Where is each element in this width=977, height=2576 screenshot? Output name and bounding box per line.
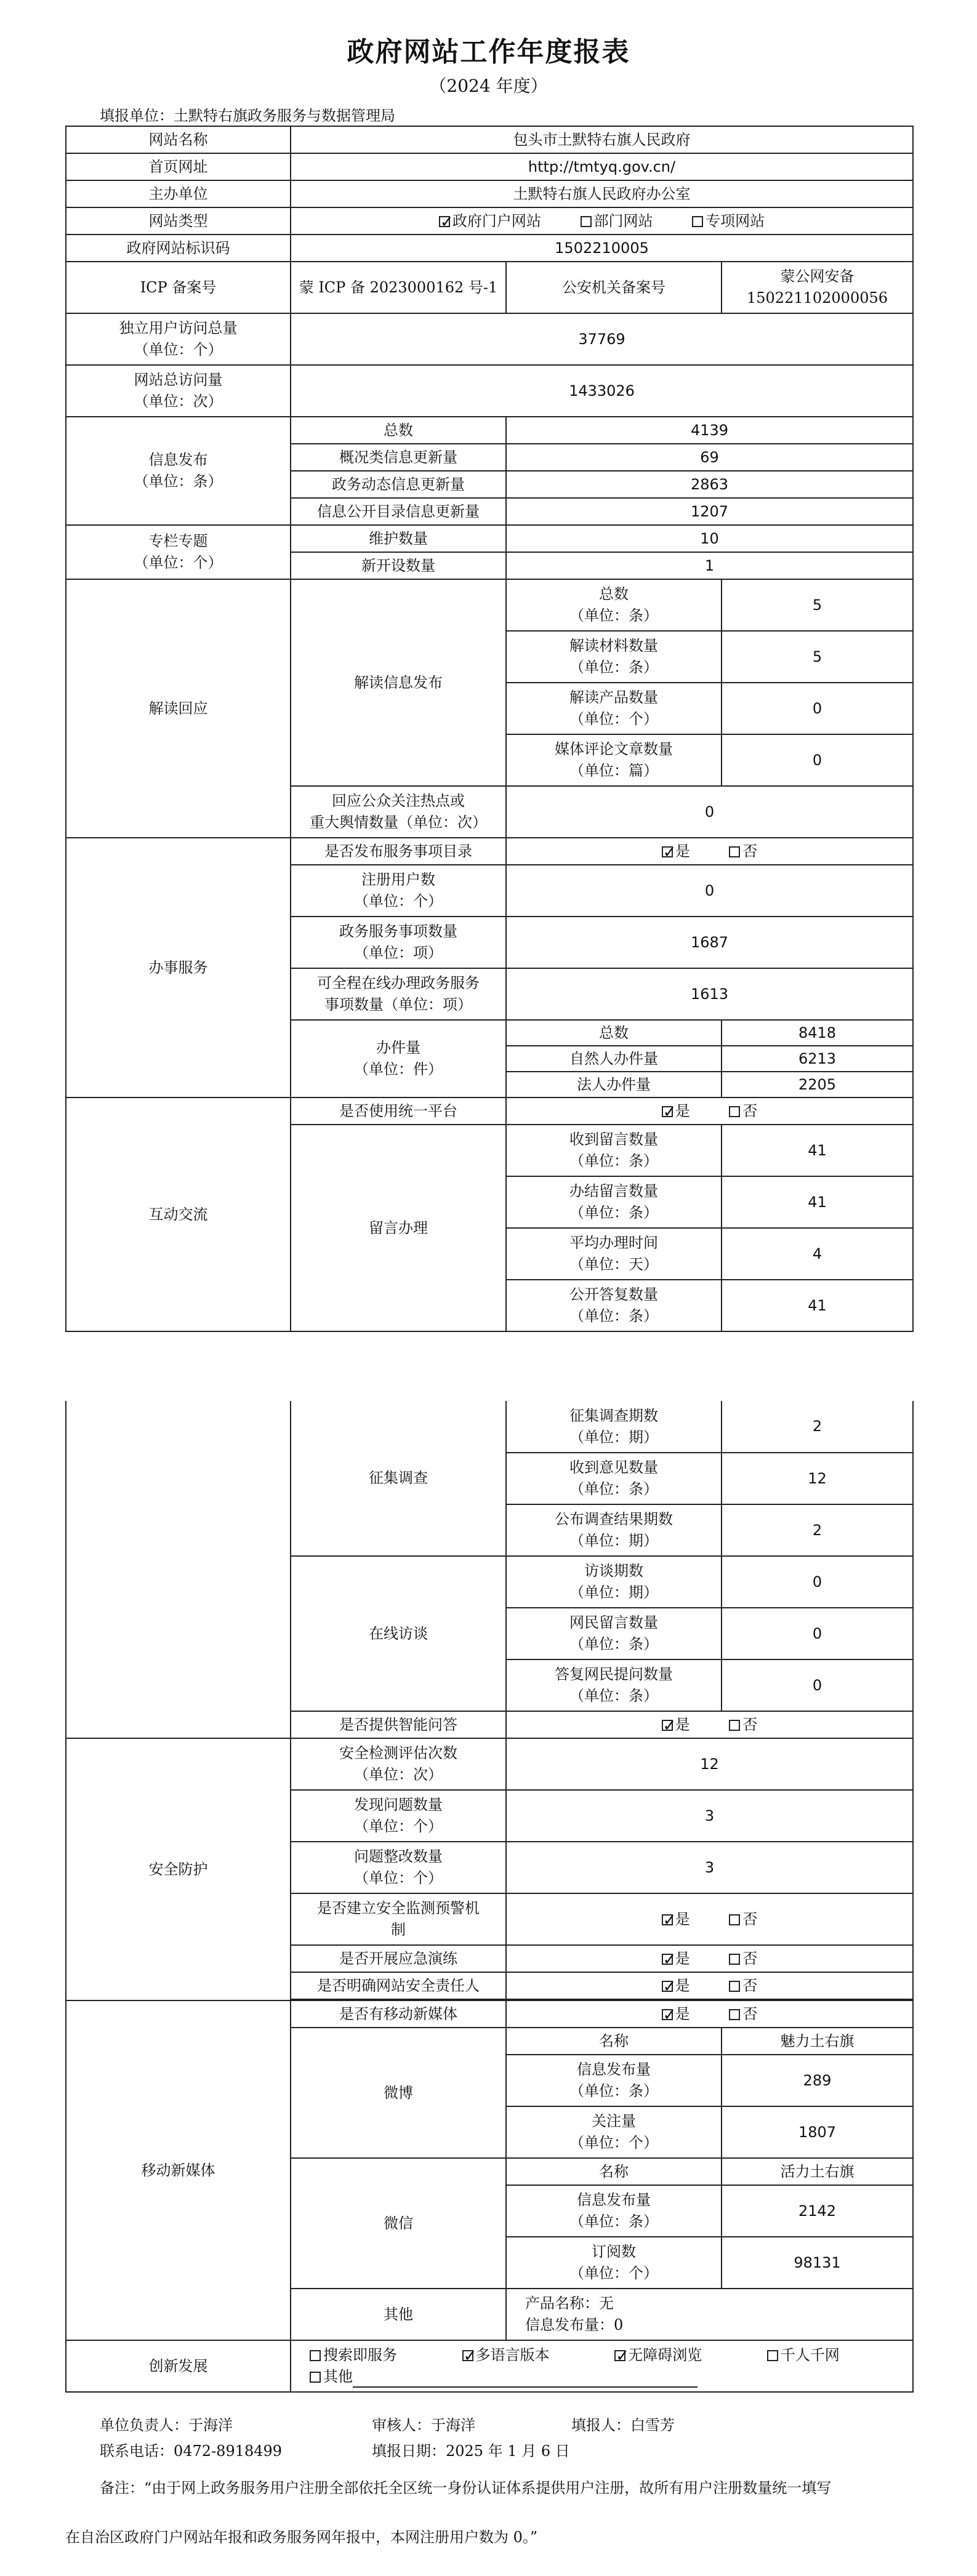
handle-item-label: 自然人办件量 [506, 1046, 722, 1072]
filler-unit: 填报单位：土默特右旗政务服务与数据管理局 [100, 107, 395, 124]
footer-note-line2: 在自治区政府门户网站年报和政务服务网年报中，本网注册用户数为 0。” [65, 2529, 538, 2546]
info-row [66, 417, 913, 444]
security-found-value: 3 [506, 1790, 913, 1842]
checkbox-department[interactable] [581, 216, 592, 227]
survey-item-label: 征集调查期数 （单位：期） [506, 1401, 722, 1453]
icp-value: 蒙 ICP 备 2023000162 号-1 [291, 262, 506, 313]
sponsor-label: 主办单位 [66, 180, 291, 207]
handle-item-value: 6213 [722, 1046, 913, 1072]
survey-label: 征集调查 [291, 1401, 506, 1556]
site-type-options [291, 207, 913, 235]
column-label: 专栏专题 （单位：个） [66, 525, 291, 579]
checkbox-accessibility[interactable] [614, 2350, 625, 2361]
survey-item-value: 12 [722, 1453, 913, 1504]
site-code-label: 政府网站标识码 [66, 235, 291, 262]
mobile-label: 移动新媒体 [66, 2000, 291, 2340]
wechat-name-label: 名称 [506, 2158, 722, 2185]
survey-item-label: 收到意见数量 （单位：条） [506, 1453, 722, 1504]
survey-item-value: 2 [722, 1504, 913, 1556]
interpret-item-label: 媒体评论文章数量 （单位：篇） [506, 734, 722, 786]
row-homepage [66, 153, 913, 180]
site-name-label: 网站名称 [66, 126, 291, 153]
msg-item-label: 收到留言数量 （单位：条） [506, 1125, 722, 1176]
footer-reviewer: 审核人：于海洋 [372, 2417, 475, 2434]
report-table-page2 [65, 1401, 914, 2393]
talk-item-label: 访谈期数 （单位：期） [506, 1556, 722, 1608]
checkbox-no[interactable] [729, 1720, 740, 1731]
checkbox-search-service[interactable] [310, 2350, 321, 2361]
interpret-item-value: 5 [722, 631, 913, 683]
row-sponsor [66, 180, 913, 207]
service-reg-label: 注册用户数 （单位：个） [291, 865, 506, 917]
interact-platform-choice: ✓ 是 否 [506, 1097, 913, 1125]
row-uv [66, 313, 913, 365]
interpret-label: 解读回应 [66, 579, 291, 838]
talk-item-label: 答复网民提问数量 （单位：条） [506, 1659, 722, 1711]
security-eval-label: 安全检测评估次数 （单位：次） [291, 1738, 506, 1790]
info-item-label: 信息公开目录信息更新量 [291, 498, 506, 525]
ai-choice: ✓ 是 否 [506, 1711, 913, 1738]
mobile-has-choice: ✓ 是 否 [506, 2000, 913, 2028]
wechat-sub-value: 98131 [722, 2237, 913, 2289]
checkbox-yes[interactable] [662, 1106, 673, 1117]
mobile-has-row [66, 2000, 913, 2028]
option-portal: 政府门户网站 [452, 212, 541, 230]
checkbox-no[interactable] [729, 1106, 740, 1117]
checkbox-no[interactable] [729, 846, 740, 857]
checkbox-multilanguage[interactable] [462, 2350, 473, 2361]
option-department: 部门网站 [593, 212, 653, 230]
interact-platform-label: 是否使用统一平台 [291, 1097, 506, 1125]
pv-value: 1433026 [291, 365, 913, 417]
column-item-value: 1 [506, 552, 913, 579]
row-site-name [66, 126, 913, 153]
weibo-fans-value: 1807 [722, 2106, 913, 2158]
msg-item-label: 办结留言数量 （单位：条） [506, 1176, 722, 1228]
weibo-name-label: 名称 [506, 2028, 722, 2055]
talk-item-label: 网民留言数量 （单位：条） [506, 1608, 722, 1659]
checkbox-special[interactable] [692, 216, 703, 227]
service-handle-label: 办件量 （单位：件） [291, 1020, 506, 1097]
security-drill-label: 是否开展应急演练 [291, 1945, 506, 1972]
checkbox-yes[interactable] [662, 1954, 673, 1965]
checkbox-other[interactable] [310, 2372, 321, 2383]
interpret-hot-label: 回应公众关注热点或 重大舆情数量（单位：次） [291, 786, 506, 838]
interpret-hot-value: 0 [506, 786, 913, 838]
checkbox-no[interactable] [729, 2009, 740, 2020]
security-warn-label: 是否建立安全监测预警机 制 [291, 1893, 506, 1945]
homepage-label: 首页网址 [66, 153, 291, 180]
footer-note-line1: 备注：“由于网上政务服务用户注册全部依托全区统一身份认证体系提供用户注册，故所有用户注册数量统一填写 [100, 2479, 832, 2497]
interpret-item-label: 解读产品数量 （单位：个） [506, 683, 722, 734]
msg-item-value: 41 [722, 1125, 913, 1176]
service-catalog-row [66, 838, 913, 865]
column-item-label: 新开设数量 [291, 552, 506, 579]
interact-platform-row [66, 1097, 913, 1125]
survey-row [66, 1401, 913, 1453]
checkbox-no[interactable] [729, 1981, 740, 1992]
icp-label: ICP 备案号 [66, 262, 291, 313]
handle-item-value: 8418 [722, 1020, 913, 1046]
checkbox-portal[interactable] [439, 216, 450, 227]
interpret-item-label: 总数 （单位：条） [506, 579, 722, 631]
police-label: 公安机关备案号 [506, 262, 722, 313]
report-table-page1 [65, 126, 914, 1332]
security-resp-choice: ✓ 是 否 [506, 1972, 913, 1999]
talk-label: 在线访谈 [291, 1556, 506, 1711]
row-site-type [66, 207, 913, 235]
msg-item-label: 平均办理时间 （单位：天） [506, 1228, 722, 1280]
handle-item-value: 2205 [722, 1072, 913, 1097]
column-item-label: 维护数量 [291, 525, 506, 552]
msg-item-value: 41 [722, 1176, 913, 1228]
info-item-label: 总数 [291, 417, 506, 444]
wechat-sub-label: 订阅数 （单位：个） [506, 2237, 722, 2289]
column-row [66, 525, 913, 552]
info-label: 信息发布 （单位：条） [66, 417, 291, 525]
option-special: 专项网站 [706, 212, 765, 230]
service-online-value: 1613 [506, 968, 913, 1020]
site-name-value: 包头市土默特右旗人民政府 [291, 126, 913, 153]
service-online-label: 可全程在线办理政务服务 事项数量（单位：项） [291, 968, 506, 1020]
mobile-has-label: 是否有移动新媒体 [291, 2000, 506, 2028]
service-reg-value: 0 [506, 865, 913, 917]
msg-label: 留言办理 [291, 1125, 506, 1331]
security-drill-choice: ✓ 是 否 [506, 1945, 913, 1972]
info-item-label: 概况类信息更新量 [291, 444, 506, 471]
security-eval-row [66, 1738, 913, 1790]
row-site-code [66, 235, 913, 262]
checkbox-yes[interactable] [662, 1981, 673, 1992]
talk-item-value: 0 [722, 1608, 913, 1659]
checkbox-no[interactable] [729, 1914, 740, 1925]
interpret-item-label: 解读材料数量 （单位：条） [506, 631, 722, 683]
interpret-item-value: 0 [722, 734, 913, 786]
site-code-value: 1502210005 [291, 235, 913, 262]
info-item-label: 政务动态信息更新量 [291, 471, 506, 498]
row-icp [66, 262, 913, 313]
survey-item-value: 2 [722, 1401, 913, 1453]
info-item-value: 1207 [506, 498, 913, 525]
weibo-name-value: 魅力土右旗 [722, 2028, 913, 2055]
msg-item-value: 41 [722, 1280, 913, 1331]
service-items-label: 政务服务事项数量 （单位：项） [291, 917, 506, 968]
innovation-options: 搜索即服务 ✓ 多语言版本 ✓ 无障碍浏览 千人千网 其他 [291, 2340, 913, 2392]
checkbox-no[interactable] [729, 1954, 740, 1965]
handle-item-label: 法人办件量 [506, 1072, 722, 1097]
handle-item-label: 总数 [506, 1020, 722, 1046]
info-item-value: 4139 [506, 417, 913, 444]
msg-item-label: 公开答复数量 （单位：条） [506, 1280, 722, 1331]
interpret-row [66, 579, 913, 631]
column-item-value: 10 [506, 525, 913, 552]
weibo-pub-value: 289 [722, 2055, 913, 2106]
service-items-value: 1687 [506, 917, 913, 968]
report-year: （2024 年度） [429, 76, 548, 96]
service-label: 办事服务 [66, 838, 291, 1097]
other-input-line[interactable] [353, 2373, 698, 2388]
weibo-label: 微博 [291, 2028, 506, 2158]
msg-item-value: 4 [722, 1228, 913, 1280]
interpret-item-value: 0 [722, 683, 913, 734]
police-value: 蒙公网安备 150221102000056 [722, 262, 913, 313]
uv-label: 独立用户访问总量 （单位：个） [66, 313, 291, 365]
checkbox-yes[interactable] [662, 2009, 673, 2020]
talk-item-value: 0 [722, 1556, 913, 1608]
wechat-label: 微信 [291, 2158, 506, 2289]
security-warn-choice: ✓是 否 [506, 1893, 913, 1945]
report-title: 政府网站工作年度报表 [347, 36, 630, 68]
weibo-fans-label: 关注量 （单位：个） [506, 2106, 722, 2158]
footer-phone: 联系电话：0472-8918499 [100, 2442, 283, 2460]
interact-label-continued [66, 1401, 291, 1738]
security-label: 安全防护 [66, 1738, 291, 2000]
security-resp-label: 是否明确网站安全责任人 [291, 1972, 506, 1999]
sponsor-value: 土默特右旗人民政府办公室 [291, 180, 913, 207]
row-pv [66, 365, 913, 417]
wechat-pub-label: 信息发布量 （单位：条） [506, 2185, 722, 2237]
talk-item-value: 0 [722, 1659, 913, 1711]
footer-date: 填报日期：2025 年 1 月 6 日 [372, 2442, 570, 2460]
footer-filler: 填报人：白雪芳 [571, 2417, 675, 2434]
checkbox-yes[interactable] [662, 1914, 673, 1925]
interact-label: 互动交流 [66, 1097, 291, 1331]
site-type-label: 网站类型 [66, 207, 291, 235]
interpret-item-value: 5 [722, 579, 913, 631]
interpret-sub-label: 解读信息发布 [291, 579, 506, 786]
service-catalog-choice: ✓ 是 否 [506, 838, 913, 865]
service-catalog-label: 是否发布服务事项目录 [291, 838, 506, 865]
security-found-label: 发现问题数量 （单位：个） [291, 1790, 506, 1842]
checkbox-personalized[interactable] [767, 2350, 778, 2361]
security-fixed-label: 问题整改数量 （单位：个） [291, 1842, 506, 1893]
footer-leader: 单位负责人：于海洋 [100, 2417, 233, 2434]
mobile-other-value: 产品名称：无 信息发布量：0 [506, 2289, 913, 2340]
pv-label: 网站总访问量 （单位：次） [66, 365, 291, 417]
info-item-value: 69 [506, 444, 913, 471]
survey-item-label: 公布调查结果期数 （单位：期） [506, 1504, 722, 1556]
innovation-label: 创新发展 [66, 2340, 291, 2392]
info-item-value: 2863 [506, 471, 913, 498]
mobile-other-label: 其他 [291, 2289, 506, 2340]
checkbox-yes[interactable] [662, 846, 673, 857]
weibo-pub-label: 信息发布量 （单位：条） [506, 2055, 722, 2106]
security-eval-value: 12 [506, 1738, 913, 1790]
checkbox-yes[interactable] [662, 1720, 673, 1731]
security-fixed-value: 3 [506, 1842, 913, 1893]
wechat-name-value: 活力土右旗 [722, 2158, 913, 2185]
ai-label: 是否提供智能问答 [291, 1711, 506, 1738]
wechat-pub-value: 2142 [722, 2185, 913, 2237]
homepage-value: http://tmtyq.gov.cn/ [291, 153, 913, 180]
uv-value: 37769 [291, 313, 913, 365]
innovation-row [66, 2340, 913, 2392]
